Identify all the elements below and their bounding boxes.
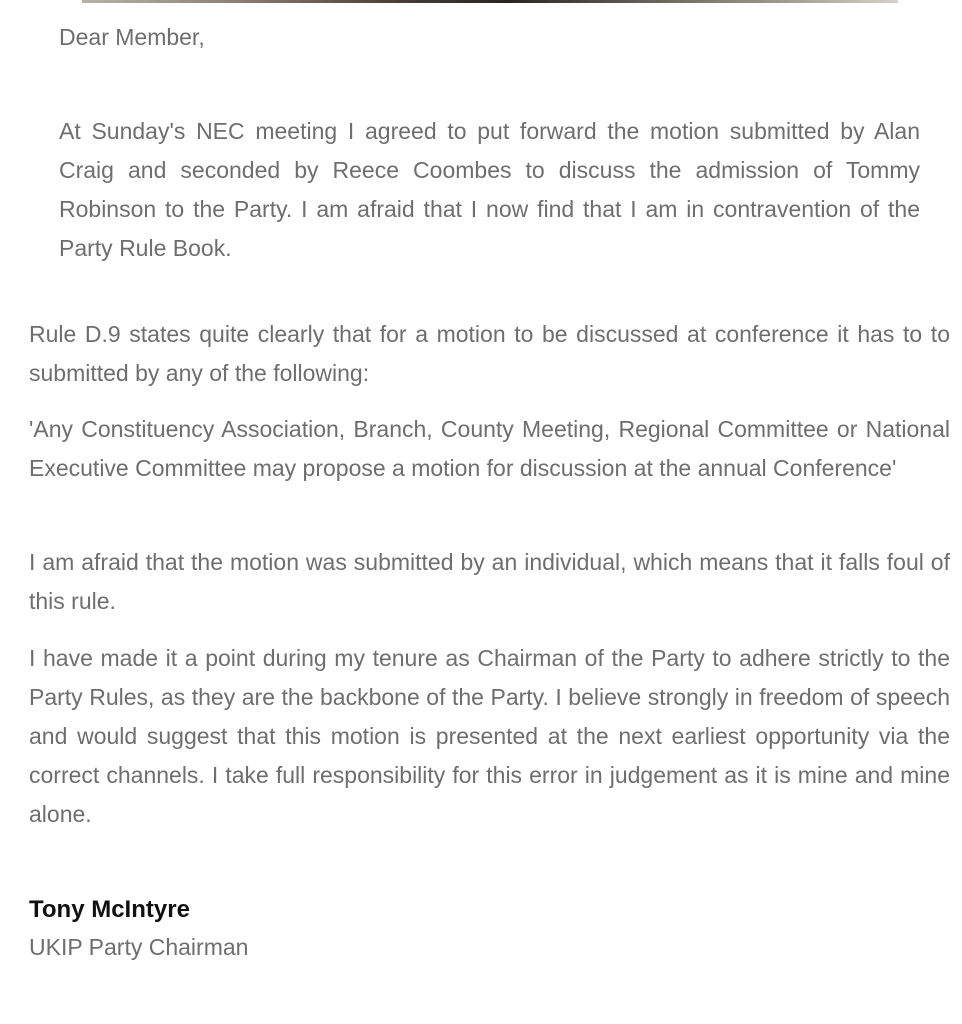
paragraph-nec-motion: At Sunday's NEC meeting I agreed to put forward the motion submitted by Alan Craig and seconded by Reece Coombes to discuss the admission of Tommy Robinson to the Party. I am afraid that I now find that I am in contravention of the Party Rule Book. — [59, 118, 920, 261]
top-image-strip — [82, 0, 898, 3]
paragraph-rule-d9: Rule D.9 states quite clearly that for a motion to be discussed at conference it has to to submitted by any of the following: — [29, 321, 950, 386]
signature-name: Tony McIntyre — [29, 896, 190, 923]
paragraph-individual-submission: I am afraid that the motion was submitted by an individual, which means that it falls foul of this rule. — [29, 549, 950, 614]
paragraph-rule-quote: 'Any Constituency Association, Branch, County Meeting, Regional Committee or National Executive Committee may propose a motion for discussion at the annual Conference' — [29, 416, 950, 481]
signature-title: UKIP Party Chairman — [29, 934, 249, 960]
greeting: Dear Member, — [59, 24, 205, 50]
paragraph-responsibility: I have made it a point during my tenure as Chairman of the Party to adhere strictly to the Party Rules, as they are the backbone of the Party. I believe strongly in freedom of speech and would suggest that this motion is presented at the next earliest opportunity via the correct channels. I take full responsibility for this error in judgement as it is mine and mine alone. — [29, 645, 950, 827]
